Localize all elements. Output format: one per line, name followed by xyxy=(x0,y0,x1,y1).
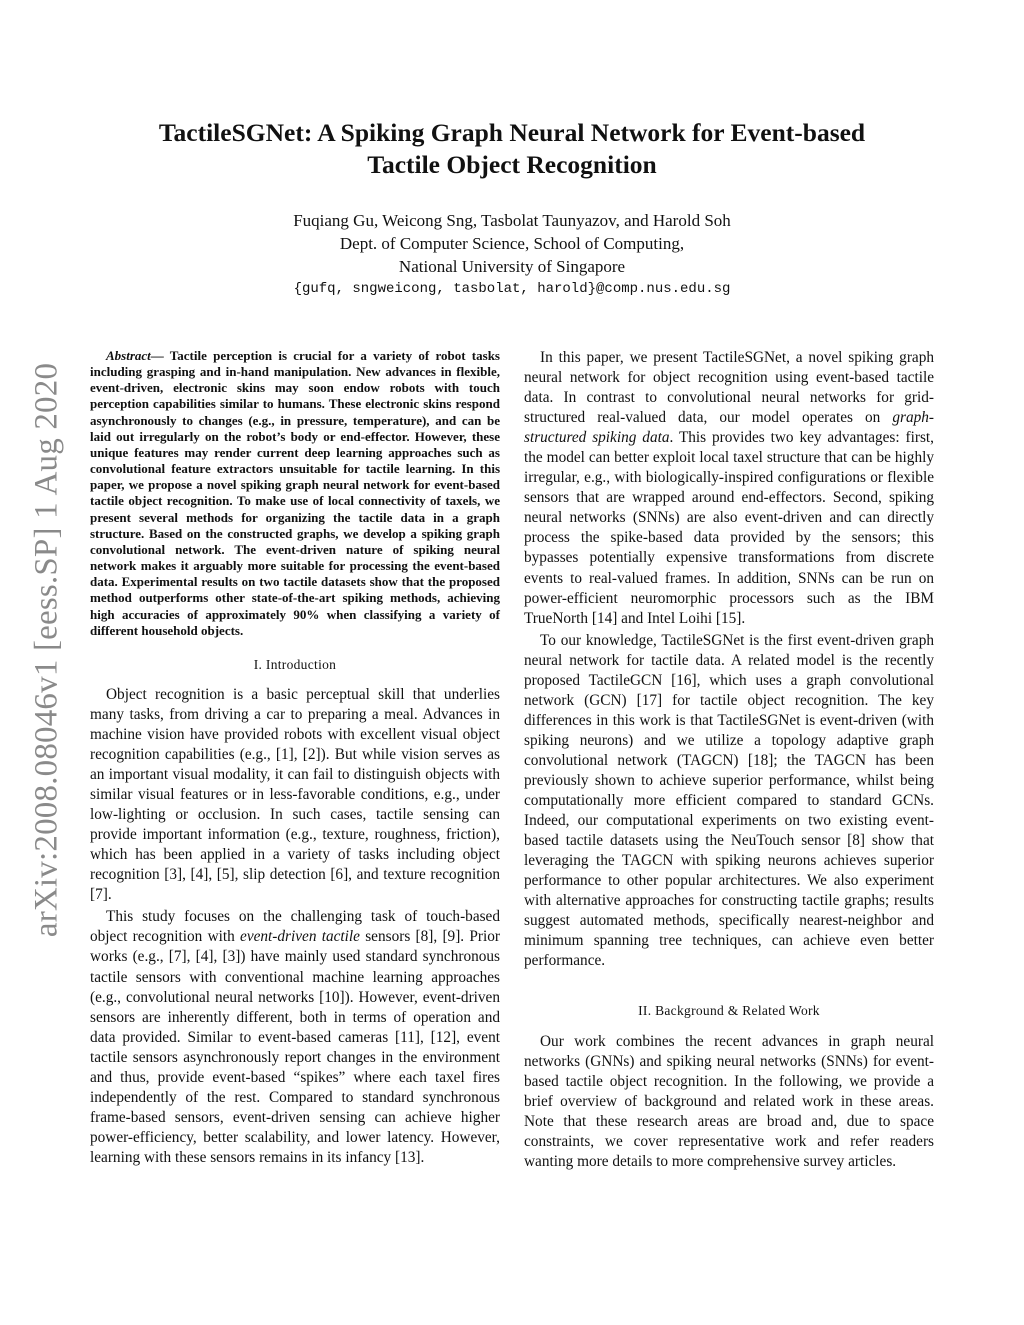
author-university: National University of Singapore xyxy=(398,257,626,276)
abstract xyxy=(90,348,500,639)
background-paragraph-1: Our work combines the recent advances in graph neural networks (GNNs) and spiking neural networks (SNNs) for event-based tactile object recognition. In the following, we provide a brief overview of background and related work in these areas. Note that these research areas are broad and, due to space constraints, we cover representative work and refer readers wanting more details to more comprehensive survey articles. xyxy=(524,1032,934,1170)
intro-p3-end: . This provides two key advantages: first, the model can better exploit local taxel structure that can be highly irregular, e.g., with biologically-inspired configurations or flexible sensors that are wrapped around end-effectors. Second, spiking neural networks (SNNs) are also event-driven and can directly process the spike-based data provided by the sensors; this bypasses potentially expensive transformations from discrete events to real-valued frames. In addition, SNNs can be run on power-efficient neuromorphic processors such as the IBM TrueNorth [14] and Intel Loihi [15]. xyxy=(524,429,934,627)
author-block xyxy=(150,209,874,301)
paper-title xyxy=(90,117,934,181)
abstract-text: — Tactile perception is crucial for a variety of robot tasks including grasping and in-hand manipulation. New advances in flexible, event-driven, electronic skins may soon endow robots with touch perception capabilities similar to humans. These electronic skins respond asynchronously to changes (e.g., in pressure, temperature), and can be laid out irregularly on the robot’s body or end-effector. However, these unique features may render current deep learning approaches such as convolutional feature extractors unsuitable for tactile learning. In this paper, we propose a novel spiking graph neural network for event-based tactile object recognition. To make use of local connectivity of taxels, we present several methods for organizing the tactile data in a graph structure. Based on the constructed graphs, we develop a spiking graph convolutional network. The event-driven nature of spiking neural network makes it arguably more suitable for processing the event-based data. Experimental results on two tactile datasets show that the proposed method outperforms other state-of-the-art spiking methods, achieving high accuracies of approximately 90% when classifying a variety of different household objects. xyxy=(90,348,500,638)
arxiv-stamp: arXiv:2008.08046v1 [eess.SP] 1 Aug 2020 xyxy=(28,362,65,938)
title-line-1: TactileSGNet: A Spiking Graph Neural Network for Event-based xyxy=(158,118,866,147)
section-heading-background: II. Background & Related Work xyxy=(638,1003,820,1019)
author-names: Fuqiang Gu, Weicong Sng, Tasbolat Taunyazov, and Harold Soh xyxy=(293,211,731,230)
intro-p3-italic: graph-structured spiking data xyxy=(524,409,934,447)
intro-paragraph-2 xyxy=(90,907,500,1168)
abstract-label: Abstract xyxy=(106,348,151,363)
intro-paragraph-4: To our knowledge, TactileSGNet is the first event-driven graph neural network for tactile data. A related model is the recently proposed TactileGCN [16], which uses a graph convolutional network (GCN) [17] for tactile object recognition. The key differences in this work is that TactileSGNet is event-driven (with spiking neurons) and we utilize a topology adaptive graph convolutional network (TAGCN) [18]; the TAGCN has been previously shown to achieve superior performance, whilst being computationally more efficient compared to standard GCNs. Indeed, our computational experiments on two existing event-based tactile datasets using the NeuTouch sensor [8] show that leveraging the TAGCN with spiking neurons achieves superior performance to other popular architectures. We also experiment with alternative approaches for constructing tactile graphs; results suggest automated methods, specifically nearest-neighbor and minimum spanning tree techniques, can achieve even better performance. xyxy=(524,631,934,970)
intro-p2-italic: event-driven tactile xyxy=(240,928,360,946)
left-column xyxy=(90,348,500,1168)
author-dept: Dept. of Computer Science, School of Computing, xyxy=(339,234,685,253)
intro-paragraph-3 xyxy=(524,348,934,629)
title-line-2: Tactile Object Recognition xyxy=(367,150,657,179)
intro-p3-start: In this paper, we present TactileSGNet, a novel spiking graph neural network for object recognition using event-based tactile data. In contrast to convolutional neural networks for grid-structured real-valued data, our model operates on xyxy=(524,349,934,427)
intro-p2-start: This study focuses on the challenging task of touch-based object recognition with xyxy=(90,908,500,946)
author-emails: {gufq, sngweicong, tasbolat, harold}@comp.nus.edu.sg xyxy=(293,281,731,297)
intro-paragraph-1: Object recognition is a basic perceptual skill that underlies many tasks, from driving a car to preparing a meal. Advances in machine vision have provided robots with excellent visual object recognition capabilities (e.g., [1], [2]). But while vision serves as an important visual modality, it can fail to distinguish objects with similar visual features or in less-favorable conditions, e.g., under low-lighting or occlusion. In such cases, tactile sensing can provide important information (e.g., texture, roughness, friction), which has been applied in a variety of tasks including object recognition [3], [4], [5], slip detection [6], and texture recognition [7]. xyxy=(90,685,500,904)
intro-p2-end: sensors [8], [9]. Prior works (e.g., [7], [4], [3]) have mainly used standard synchronous tactile sensors with conventional machine learning approaches (e.g., convolutional neural networks [10]). However, event-driven sensors are inherently different, both in terms of operation and data provided. Similar to event-based cameras [11], [12], event tactile sensors asynchronously report changes in the environment and thus, provide event-based “spikes” where each taxel fires independently of the rest. Compared to standard synchronous frame-based sensors, event-driven sensing can achieve higher power-efficiency, better scalability, and lower latency. However, learning with these sensors remains in its infancy [13]. xyxy=(90,928,500,1166)
section-heading-introduction: I. Introduction xyxy=(253,656,337,672)
right-column xyxy=(524,348,934,1172)
